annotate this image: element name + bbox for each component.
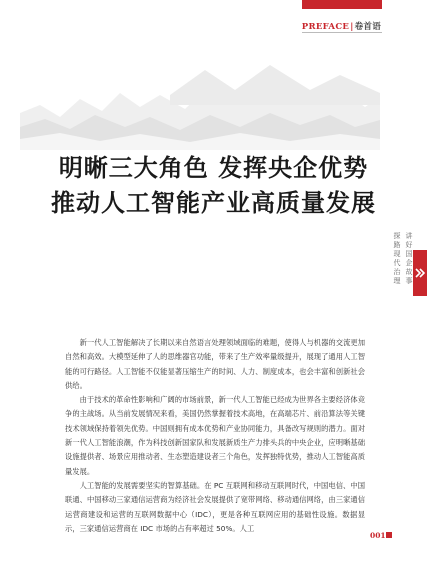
title-line-2: 推动人工智能产业高质量发展 [51,188,376,217]
body-paragraph: 由于技术的革命性影响和广阔的市场前景，新一代人工智能已经成为世界各主要经济体竞争的主战场。从当前发展情况来看，美国仍然掌握着技术高地，在高端芯片、前沿算法等关键技术领域保持着领先优势。中国则拥有成本优势和产业协同能力，具备改写规则的潜力。面对新一代人工智能浪潮，作为科技创新国家队和发展新质生产力排头兵的中央企业，应明晰基础设施提供者、场景应用推动者、生态塑造建设者三个角色，发挥独特优势，推动人工智能高质量发展。 [65,395,365,476]
double-chevron-right-icon [413,250,427,296]
body-paragraph: 新一代人工智能解决了长期以来自然语言处理领域面临的难题，使得人与机器的交流更加自然和高效。大模型延伸了人的思维器官功能，带来了生产效率量级提升，展现了通用人工智能的可行路径。人工智能不仅能显著压缩生产的时间、人力、制度成本，也会丰富和创新社会供给。 [65,338,365,390]
mountain-landscape-illustration [20,35,380,150]
page-number-marker [386,532,392,538]
section-label-en: PREFACE [301,22,350,32]
section-separator: | [350,22,354,32]
double-chevron-glyph [415,268,425,278]
side-column-text-b: 讲好国企故事 [405,232,413,285]
top-accent-bar [302,0,382,9]
page-number: 001 [370,531,386,540]
section-header [302,20,381,32]
header-rule [302,32,382,33]
title-line-1: 明晰三大角色 发挥央企优势 [58,153,369,182]
body-paragraph: 人工智能的发展需要坚实的智算基础。在 PC 互联网和移动互联网时代，中国电信、中国联通、中国移动三家通信运营商为经济社会发展提供了宽带网络、移动通信网络，由三家通信运营商建设和运营的互联网数据中心（IDC），更是各种互联网应用的基础性设施。数据显示，三家通信运营商在 IDC 市场的占有率超过 50%。人工 [65,480,365,533]
side-column-text-a: 探路现代治理 [393,232,401,285]
article-body [65,336,365,536]
section-label-zh: 卷首语 [354,22,381,32]
